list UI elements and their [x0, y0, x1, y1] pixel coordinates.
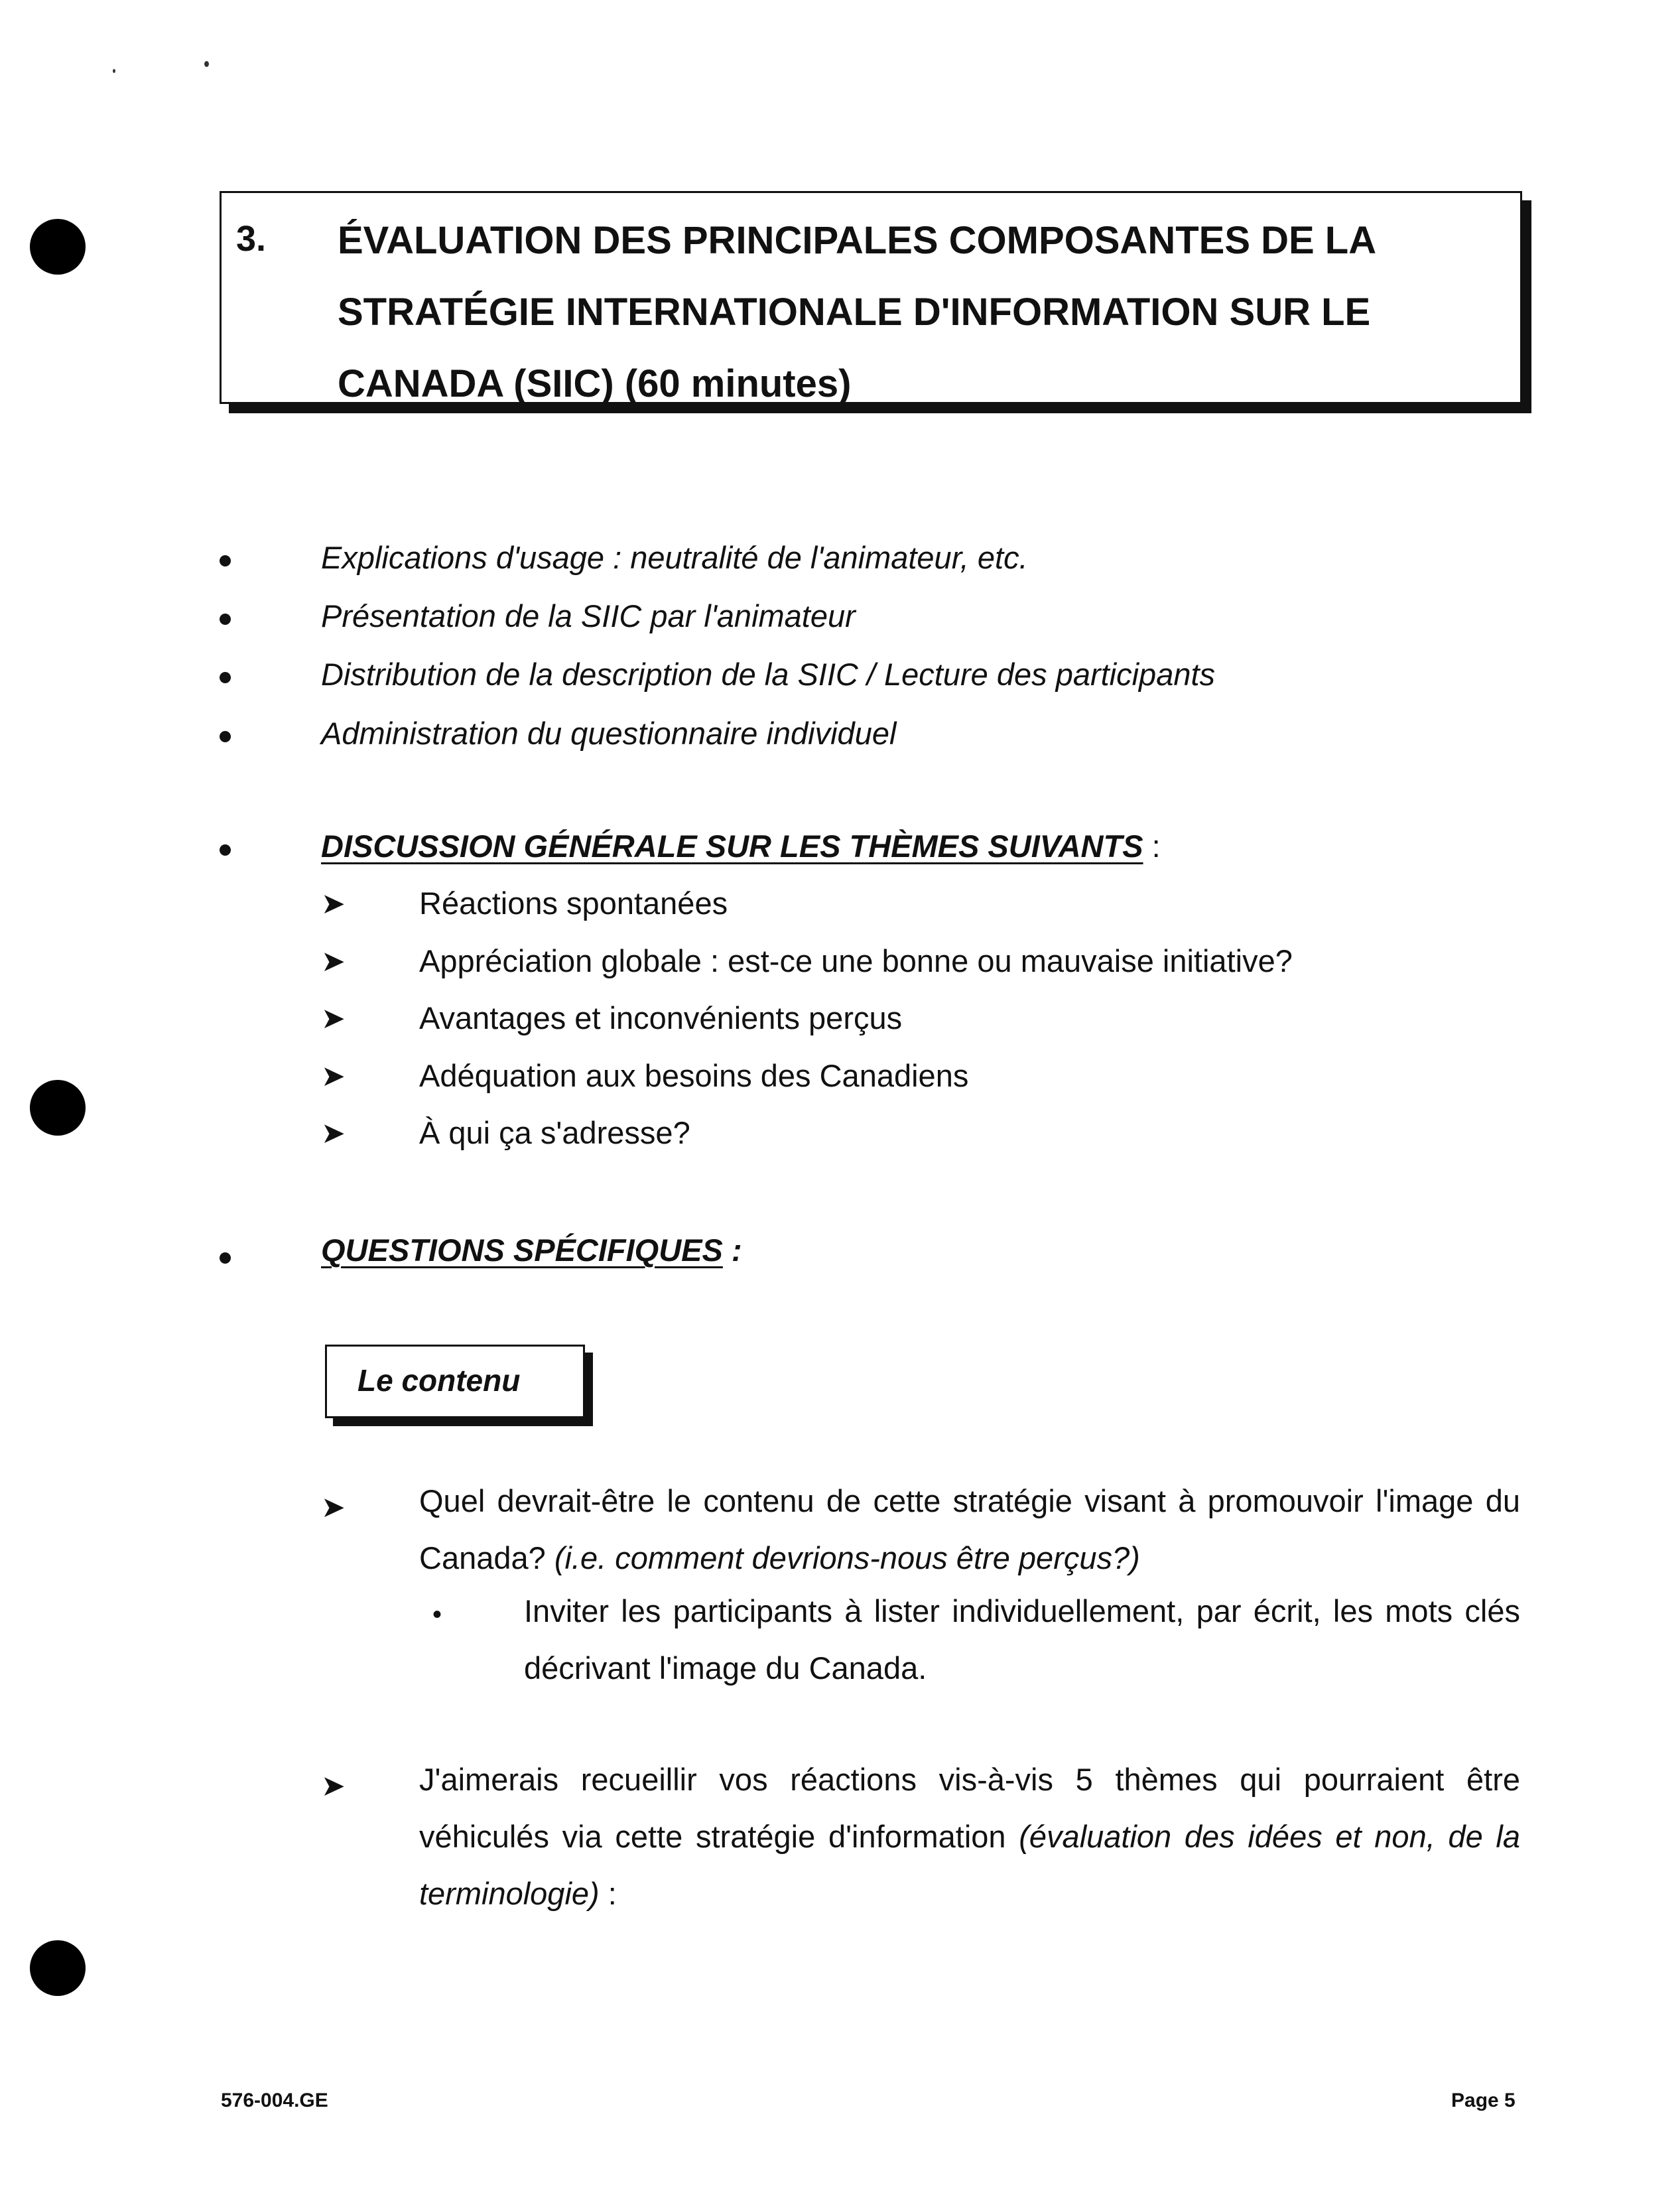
scan-speck: [204, 61, 209, 67]
questions-heading: QUESTIONS SPÉCIFIQUES: [321, 1232, 723, 1268]
question-1: [419, 1473, 1520, 1587]
footer-document-code: 576-004.GE: [221, 2090, 328, 2111]
bullet-dot: [220, 555, 231, 566]
intro-item: Distribution de la description de la SIIC / Lecture des participants: [321, 657, 1216, 692]
bullet-dot: [220, 672, 231, 683]
question-2-note: (évaluation des idées et non, de la terminologie): [419, 1819, 1521, 1911]
discussion-item: À qui ça s'adresse?: [419, 1115, 690, 1150]
discussion-heading-suffix: :: [1143, 829, 1161, 864]
discussion-item: Adéquation aux besoins des Canadiens: [419, 1058, 969, 1093]
arrow-bullet-icon: ➤: [321, 1117, 346, 1150]
question-1-text: Quel devrait-être le contenu de cette stratégie visant à promouvoir l'image du Canada?: [419, 1483, 1520, 1575]
intro-item: Présentation de la SIIC par l'animateur: [321, 598, 856, 633]
section-header-box: [220, 191, 1522, 404]
discussion-heading-line: [321, 828, 1161, 864]
question-2-text: J'aimerais recueillir vos réactions vis-à-vis 5 thèmes qui pourraient être véhiculés via cette stratégie d'information: [419, 1762, 1520, 1854]
question-1-note: (i.e. comment devrions-nous être perçus?): [554, 1540, 1140, 1575]
bullet-dot: [220, 1252, 231, 1264]
footer-page-number: Page 5: [1451, 2090, 1516, 2111]
bullet-dot: [220, 844, 231, 856]
subsection-box: [325, 1345, 585, 1418]
discussion-item: Appréciation globale : est-ce une bonne ou mauvaise initiative?: [419, 943, 1293, 978]
punch-hole-bottom: [30, 1940, 86, 1996]
questions-heading-line: [321, 1232, 742, 1268]
discussion-heading: DISCUSSION GÉNÉRALE SUR LES THÈMES SUIVANTS: [321, 829, 1143, 864]
discussion-item: Réactions spontanées: [419, 886, 728, 921]
punch-hole-top: [30, 219, 86, 275]
discussion-item: Avantages et inconvénients perçus: [419, 1000, 903, 1035]
arrow-bullet-icon: ➤: [321, 1060, 346, 1093]
section-title: ÉVALUATION DES PRINCIPALES COMPOSANTES DE LA STRATÉGIE INTERNATIONALE D'INFORMATION SUR LE CANADA (SIIC) (60 minutes): [338, 219, 1375, 405]
question-2-suffix: :: [599, 1876, 617, 1911]
arrow-bullet-icon: ➤: [321, 1002, 346, 1035]
punch-hole-middle: [30, 1080, 86, 1136]
arrow-bullet-icon: ➤: [321, 1770, 346, 1802]
intro-item: Administration du questionnaire individuel: [321, 716, 897, 751]
bullet-dot: [220, 614, 231, 625]
section-number: 3.: [236, 219, 267, 259]
question-2: [419, 1751, 1520, 1922]
arrow-bullet-icon: ➤: [321, 1491, 346, 1524]
sub-bullet-dot: •: [432, 1600, 442, 1629]
questions-heading-suffix: :: [722, 1232, 742, 1268]
intro-item: Explications d'usage : neutralité de l'animateur, etc.: [321, 540, 1028, 575]
arrow-bullet-icon: ➤: [321, 888, 346, 920]
subsection-title: Le contenu: [357, 1363, 521, 1398]
question-1-instruction: Inviter les participants à lister individuellement, par écrit, les mots clés décrivant l'image du Canada.: [524, 1593, 1520, 1686]
scan-speck: [113, 69, 115, 73]
arrow-bullet-icon: ➤: [321, 945, 346, 978]
bullet-dot: [220, 731, 231, 742]
